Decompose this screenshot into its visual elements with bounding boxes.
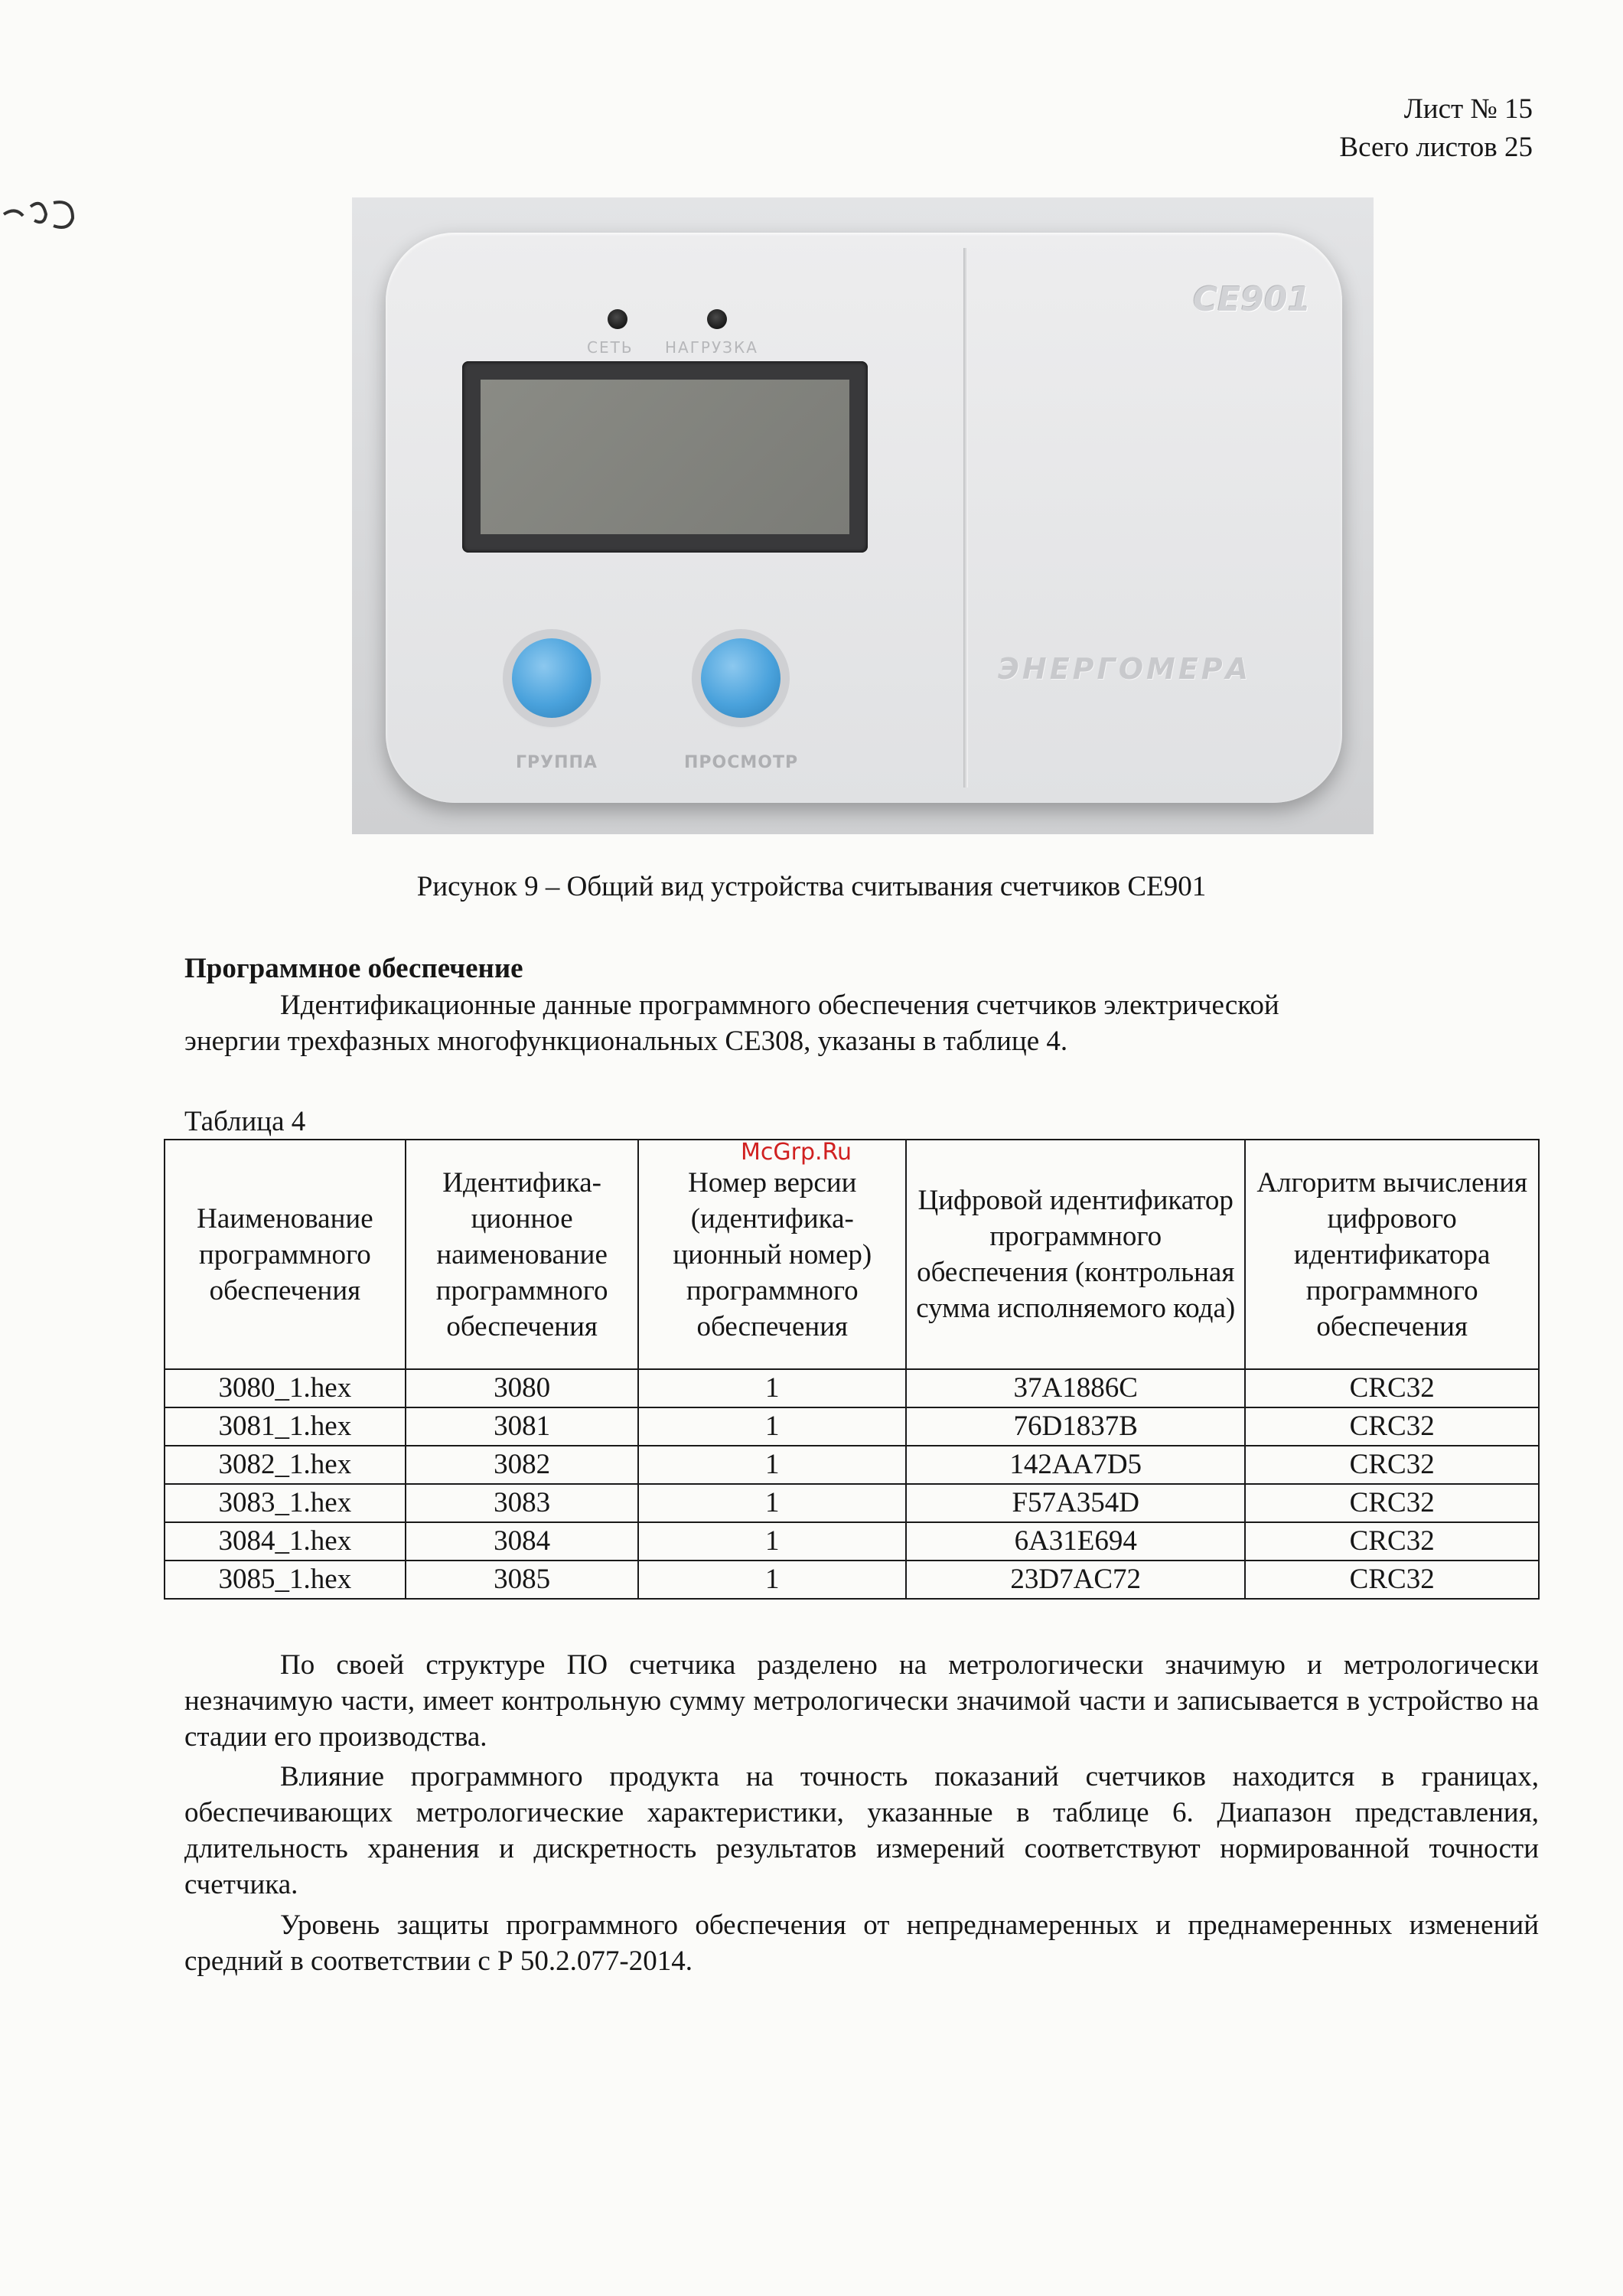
table-row	[165, 1484, 1539, 1522]
sheet-info	[1339, 90, 1533, 167]
sheet-total: Всего листов 25	[1339, 132, 1533, 163]
view-button-label: ПРОСМОТР	[684, 753, 799, 772]
network-led	[608, 309, 627, 329]
table-cell: 3080	[406, 1369, 639, 1407]
table-cell: 1	[638, 1522, 906, 1561]
table-cell: 3082	[406, 1446, 639, 1484]
intro-line: энергии трехфазных многофункциональных СЕ308, указаны в таблице 4.	[184, 1026, 1068, 1057]
brand-logo: ЭНЕРГОМЕРА	[998, 652, 1252, 686]
sheet-number: Лист № 15	[1403, 93, 1533, 125]
header-cell: Наименование программного обеспечения	[165, 1140, 406, 1369]
software-id-table	[164, 1139, 1540, 1600]
table-cell: 1	[638, 1407, 906, 1446]
device-photo	[352, 197, 1374, 834]
group-button-label: ГРУППА	[516, 753, 598, 772]
table-row	[165, 1561, 1539, 1599]
table-cell: 76D1837B	[906, 1407, 1245, 1446]
network-led-label: СЕТЬ	[587, 338, 634, 357]
group-button	[512, 638, 592, 718]
table-cell: CRC32	[1245, 1484, 1539, 1522]
table-row	[165, 1369, 1539, 1407]
header-cell: Номер версии (идентифика-ционный номер) программного обеспечения	[638, 1140, 906, 1369]
section-title: Программное обеспечение	[184, 953, 523, 984]
protection-paragraph: Уровень защиты программного обеспечения от непреднамеренных и преднамеренных изменений средний в соответствии с Р 50.2.077-2014.	[184, 1910, 1539, 1977]
figure-caption: Рисунок 9 – Общий вид устройства считывания счетчиков CE901	[416, 871, 1207, 902]
table-header-row	[165, 1140, 1539, 1369]
table-cell: 3083	[406, 1484, 639, 1522]
intro-line: Идентификационные данные программного обеспечения счетчиков электрической	[280, 990, 1279, 1021]
table-cell: 3083_1.hex	[165, 1484, 406, 1522]
lcd-display	[481, 380, 849, 534]
table-cell: 3082_1.hex	[165, 1446, 406, 1484]
watermark: McGrp.Ru	[741, 1139, 852, 1166]
table-cell: 37A1886C	[906, 1369, 1245, 1407]
table-row	[165, 1407, 1539, 1446]
table-label: Таблица 4	[184, 1106, 306, 1137]
table-cell: CRC32	[1245, 1561, 1539, 1599]
table-row	[165, 1522, 1539, 1561]
header-cell: Идентифика-ционное наименование программного обеспечения	[406, 1140, 639, 1369]
device-model-label: CE901	[1193, 280, 1312, 319]
table-cell: 142AA7D5	[906, 1446, 1245, 1484]
load-led-label: НАГРУЗКА	[665, 338, 758, 357]
table-cell: 3085_1.hex	[165, 1561, 406, 1599]
table-cell: 3084	[406, 1522, 639, 1561]
table-cell: 1	[638, 1484, 906, 1522]
view-button	[701, 638, 781, 718]
table-cell: 1	[638, 1446, 906, 1484]
reader-device	[386, 233, 1342, 803]
table-cell: CRC32	[1245, 1369, 1539, 1407]
table-cell: CRC32	[1245, 1446, 1539, 1484]
table-cell: 3085	[406, 1561, 639, 1599]
lcd-display-frame	[462, 361, 868, 553]
table-row	[165, 1446, 1539, 1484]
table-cell: 3080_1.hex	[165, 1369, 406, 1407]
table-cell: F57A354D	[906, 1484, 1245, 1522]
accuracy-paragraph: Влияние программного продукта на точность показаний счетчиков находится в границах, обеспечивающих метрологические характеристики, указанные в таблице 6. Диапазон представления, длительность хранения и дискретность результатов измерений соответствуют нормированной точности счетчика.	[184, 1761, 1539, 1900]
table-cell: 3084_1.hex	[165, 1522, 406, 1561]
table-cell: 23D7AC72	[906, 1561, 1245, 1599]
table-cell: 6A31E694	[906, 1522, 1245, 1561]
table-cell: CRC32	[1245, 1522, 1539, 1561]
intro-paragraph	[184, 987, 1539, 1059]
header-cell: Цифровой идентификатор программного обеспечения (контрольная сумма исполняемого кода)	[906, 1140, 1245, 1369]
table-cell: 1	[638, 1369, 906, 1407]
table-cell: 3081_1.hex	[165, 1407, 406, 1446]
header-cell: Алгоритм вычисления цифрового идентификатора программного обеспечения	[1245, 1140, 1539, 1369]
cover-divider	[963, 248, 968, 788]
structure-paragraph: По своей структуре ПО счетчика разделено на метрологически значимую и метрологически незначимую части, имеет контрольную сумму метрологически значимой части и записывается в устройство на стадии его производства.	[184, 1649, 1539, 1753]
table-cell: CRC32	[1245, 1407, 1539, 1446]
load-led	[707, 309, 727, 329]
margin-stamp-mark	[0, 184, 84, 237]
table-cell: 1	[638, 1561, 906, 1599]
table-cell: 3081	[406, 1407, 639, 1446]
